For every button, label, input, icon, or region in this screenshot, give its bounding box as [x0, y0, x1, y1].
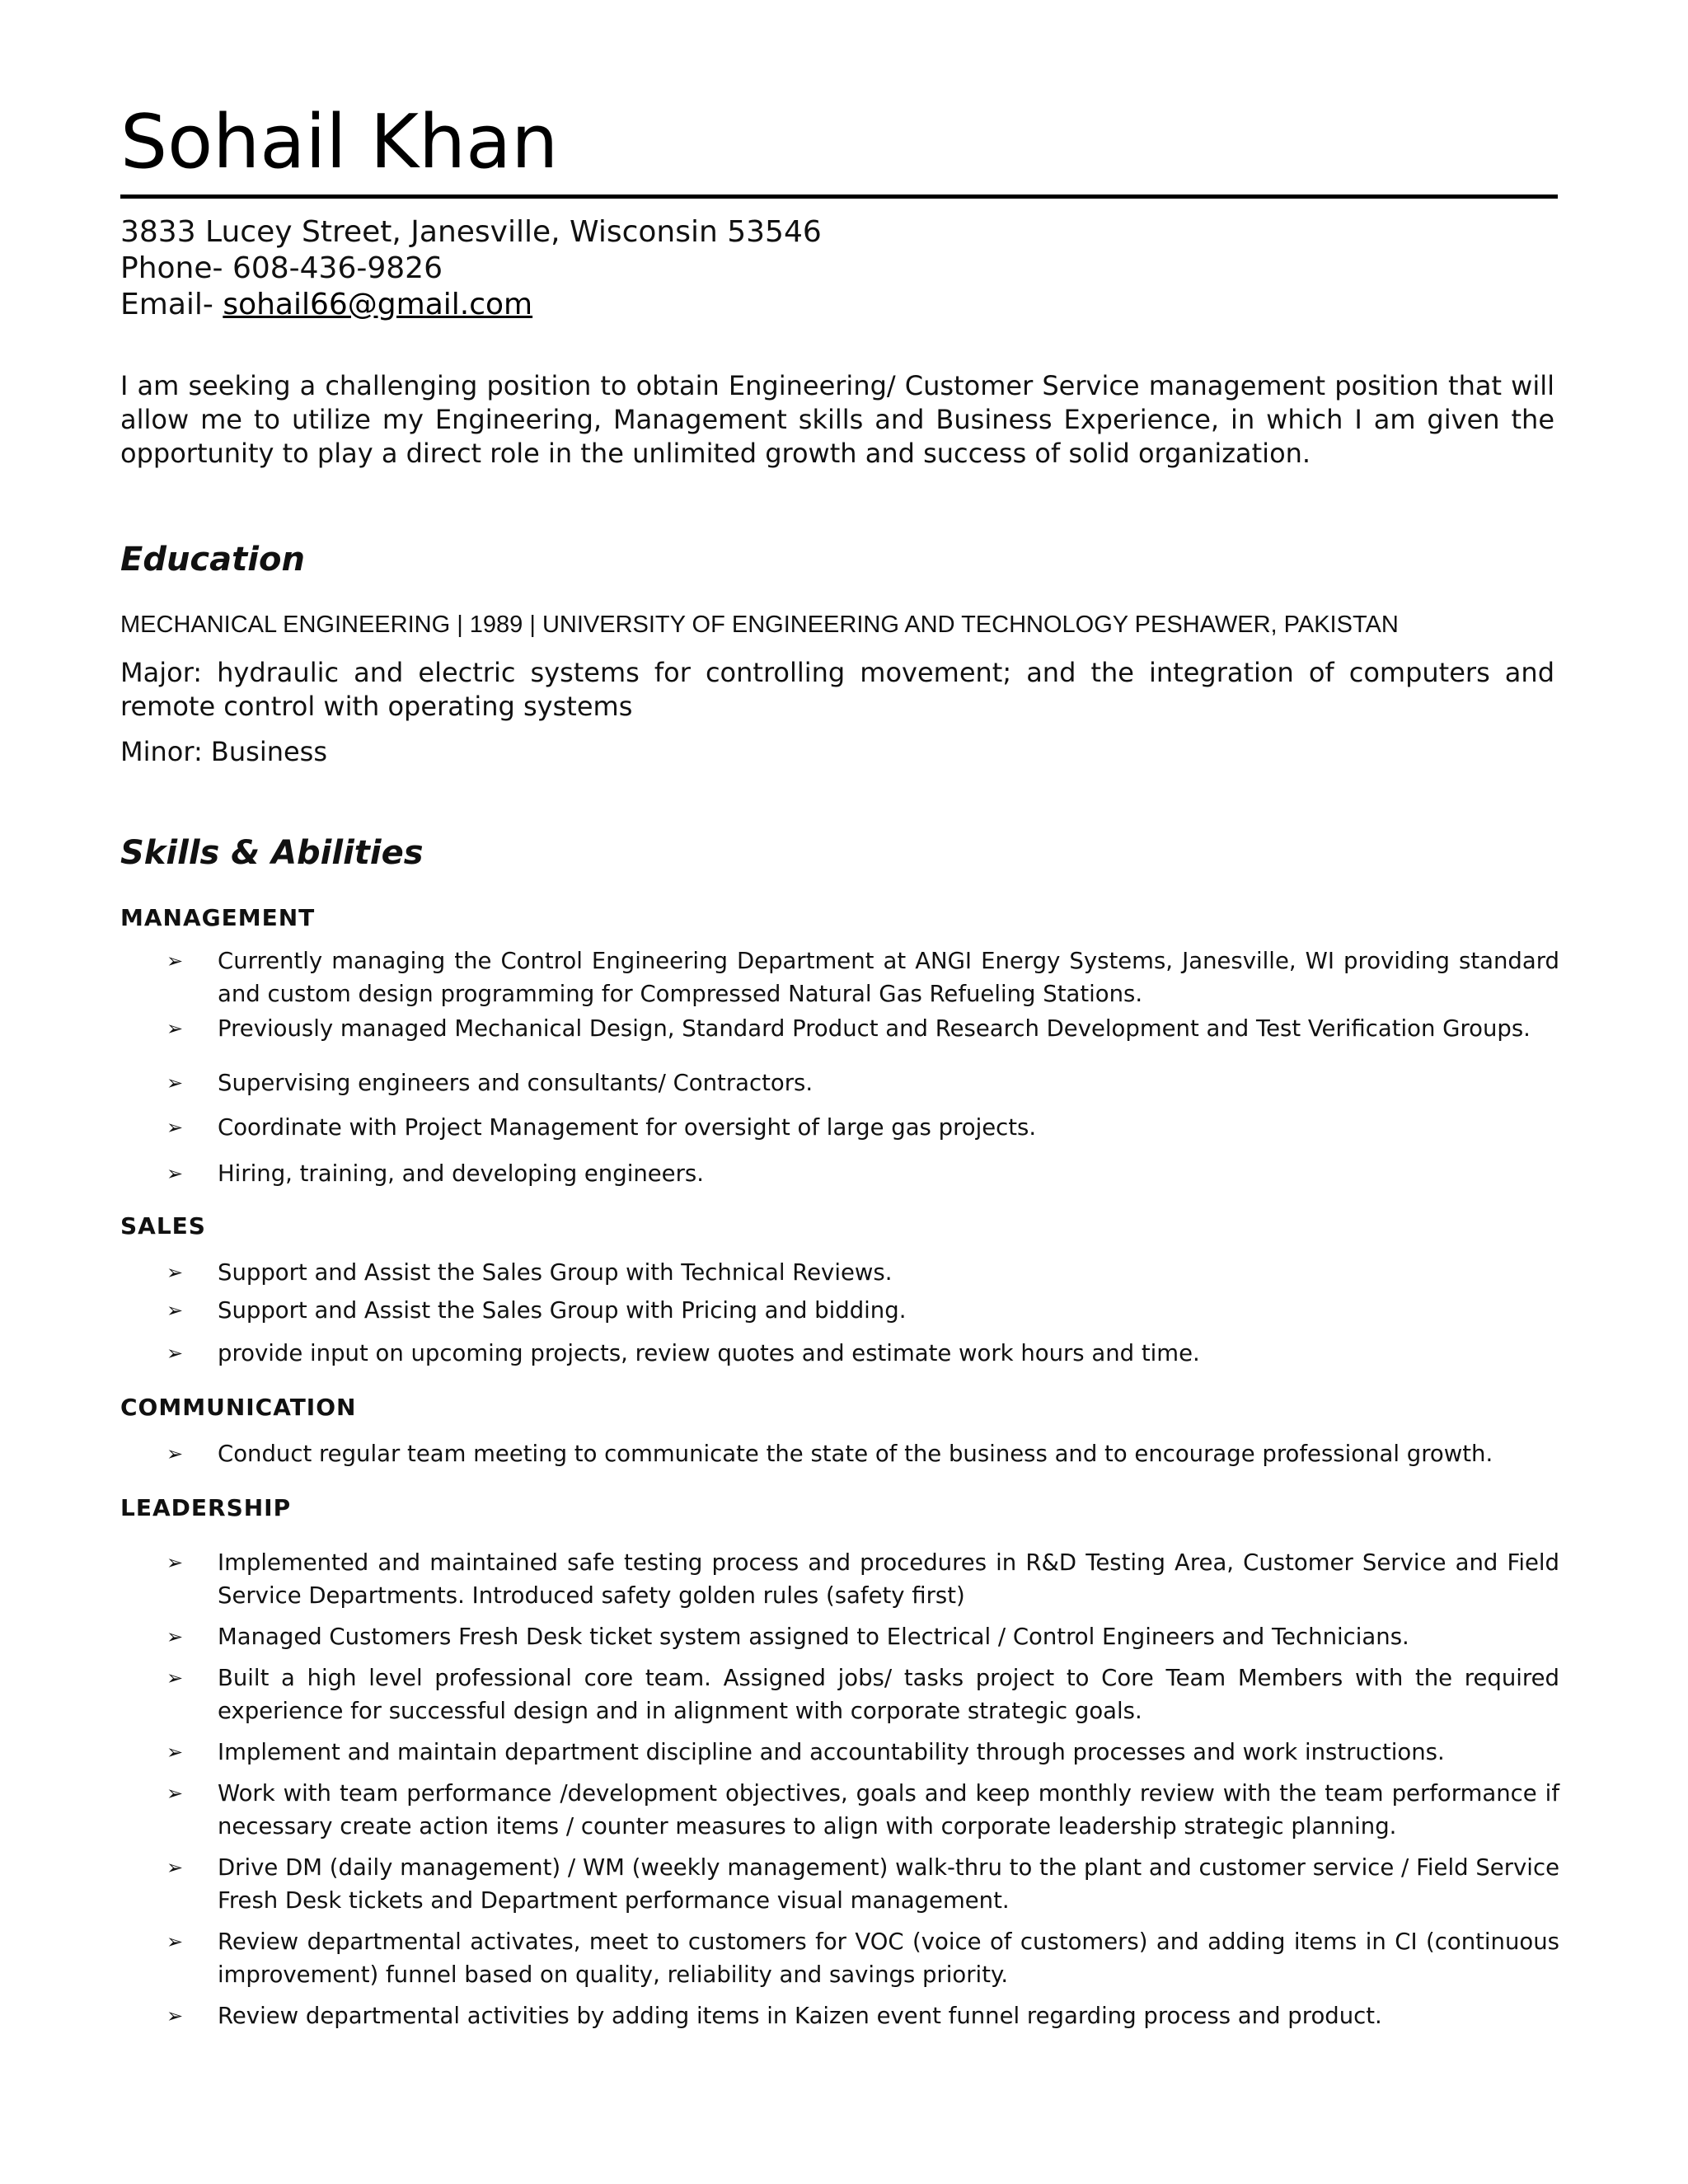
list-item: ➢ Coordinate with Project Management for oversight of large gas projects. [166, 1111, 1559, 1144]
arrow-bullet-icon: ➢ [166, 1551, 184, 1574]
email-link[interactable]: sohail66@gmail.com [223, 288, 533, 321]
list-item: ➢ Supervising engineers and consultants/ Contractors. [166, 1066, 1559, 1099]
arrow-bullet-icon: ➢ [166, 1782, 184, 1805]
candidate-name: Sohail Khan [120, 99, 559, 185]
arrow-bullet-icon: ➢ [166, 1116, 184, 1139]
list-item: ➢ Managed Customers Fresh Desk ticket system assigned to Electrical / Control Engineers and Technicians. [166, 1620, 1559, 1653]
arrow-bullet-icon: ➢ [166, 2004, 184, 2027]
education-heading: Education [120, 541, 305, 579]
list-item: ➢ Implement and maintain department discipline and accountability through processes and work instructions. [166, 1736, 1559, 1769]
list-item: ➢ Drive DM (daily management) / WM (weekly management) walk-thru to the plant and customer service / Field Service Fresh Desk tickets and Department performance visual management. [166, 1851, 1559, 1917]
phone: Phone- 608-436-9826 [120, 251, 443, 285]
arrow-bullet-icon: ➢ [166, 1666, 184, 1690]
list-item: ➢ Previously managed Mechanical Design, Standard Product and Research Development and Test Verification Groups. [166, 1012, 1559, 1045]
objective-statement: I am seeking a challenging position to obtain Engineering/ Customer Service management position that will allow me to utilize my Engineering, Management skills and Business Experience, in which I am given the opportunity to play a direct role in the unlimited growth and success of solid organization. [120, 370, 1554, 469]
arrow-bullet-icon: ➢ [166, 949, 184, 972]
list-item: ➢ provide input on upcoming projects, review quotes and estimate work hours and time. [166, 1337, 1559, 1370]
list-item: ➢ Support and Assist the Sales Group with Technical Reviews. [166, 1256, 1559, 1289]
arrow-bullet-icon: ➢ [166, 1856, 184, 1879]
education-degree: MECHANICAL ENGINEERING | 1989 | UNIVERSITY OF ENGINEERING AND TECHNOLOGY PESHAWER, PAKISTAN [120, 612, 1399, 638]
contact-block [120, 214, 822, 323]
arrow-bullet-icon: ➢ [166, 1930, 184, 1953]
email-line [120, 287, 822, 323]
arrow-bullet-icon: ➢ [166, 1625, 184, 1648]
list-item: ➢ Currently managing the Control Engineering Department at ANGI Energy Systems, Janesville, WI providing standard and custom design programming for Compressed Natural Gas Refueling Stations. [166, 944, 1559, 1010]
list-item: ➢ Work with team performance /development objectives, goals and keep monthly review with the team performance if necessary create action items / counter measures to align with corporate leadership strategic planning. [166, 1777, 1559, 1843]
skills-heading: Skills & Abilities [120, 834, 424, 872]
leadership-heading: LEADERSHIP [120, 1494, 292, 1521]
arrow-bullet-icon: ➢ [166, 1071, 184, 1094]
list-item: ➢ Review departmental activities by adding items in Kaizen event funnel regarding process and product. [166, 1999, 1559, 2032]
email-label: Email- [120, 288, 223, 321]
education-major: Major: hydraulic and electric systems for controlling movement; and the integration of computers and remote control with operating systems [120, 657, 1554, 722]
arrow-bullet-icon: ➢ [166, 1342, 184, 1365]
arrow-bullet-icon: ➢ [166, 1299, 184, 1322]
header-divider [120, 194, 1558, 199]
list-item: ➢ Conduct regular team meeting to communicate the state of the business and to encourage professional growth. [166, 1437, 1559, 1470]
sales-heading: SALES [120, 1212, 206, 1240]
list-item: ➢ Built a high level professional core team. Assigned jobs/ tasks project to Core Team Members with the required experience for successful design and in alignment with corporate strategic goals. [166, 1661, 1559, 1727]
arrow-bullet-icon: ➢ [166, 1741, 184, 1764]
management-heading: MANAGEMENT [120, 904, 316, 931]
education-minor: Minor: Business [120, 736, 328, 767]
list-item: ➢ Support and Assist the Sales Group with Pricing and bidding. [166, 1294, 1559, 1327]
arrow-bullet-icon: ➢ [166, 1017, 184, 1040]
arrow-bullet-icon: ➢ [166, 1442, 184, 1465]
list-item: ➢ Hiring, training, and developing engineers. [166, 1157, 1559, 1190]
list-item: ➢ Implemented and maintained safe testing process and procedures in R&D Testing Area, Customer Service and Field Service Departments. Introduced safety golden rules (safety first) [166, 1546, 1559, 1612]
address: 3833 Lucey Street, Janesville, Wisconsin 53546 [120, 215, 822, 249]
arrow-bullet-icon: ➢ [166, 1261, 184, 1284]
arrow-bullet-icon: ➢ [166, 1162, 184, 1185]
communication-heading: COMMUNICATION [120, 1394, 357, 1421]
list-item: ➢ Review departmental activates, meet to customers for VOC (voice of customers) and adding items in CI (continuous improvement) funnel based on quality, reliability and savings priority. [166, 1925, 1559, 1991]
